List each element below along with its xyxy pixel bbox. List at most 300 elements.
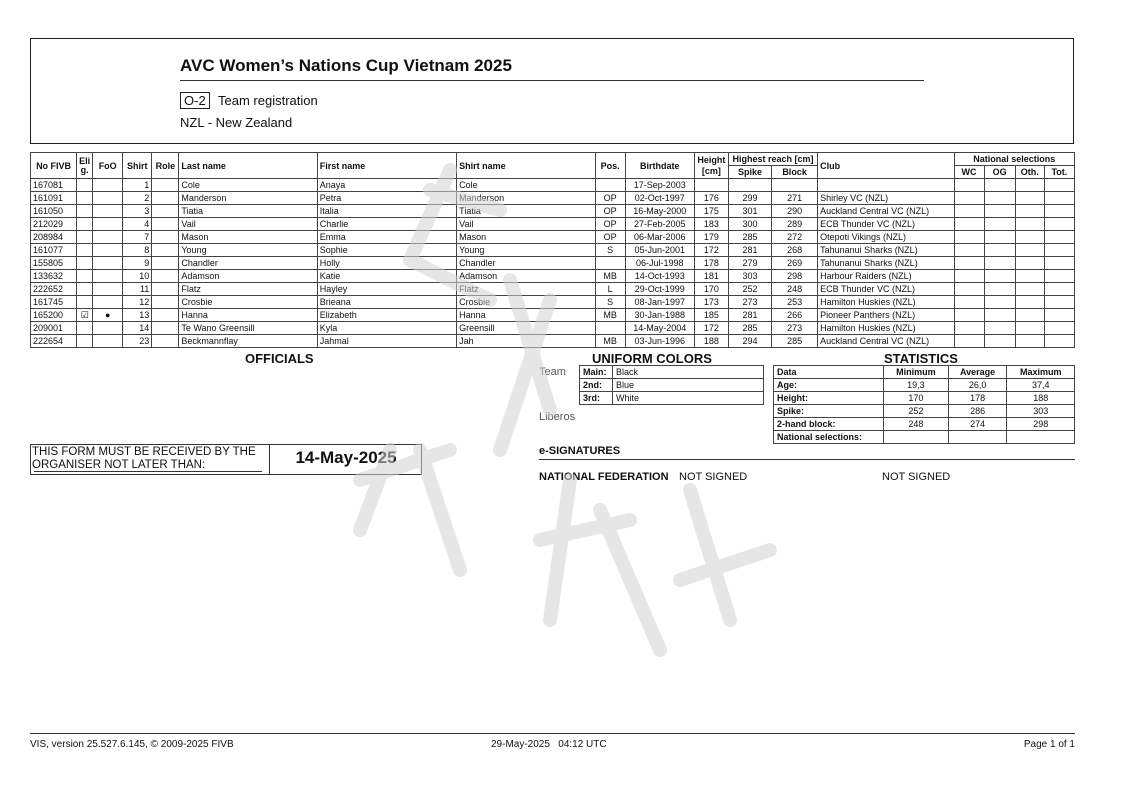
player-tot: [1044, 231, 1074, 244]
table-row: [31, 335, 1075, 348]
col-og: OG: [984, 166, 1015, 179]
player-height: 172: [694, 322, 728, 335]
player-birthdate: 27-Feb-2005: [625, 218, 694, 231]
player-shirt: 13: [123, 309, 152, 322]
col-club: Club: [818, 153, 954, 179]
player-shirt-name: Crosbie: [457, 296, 595, 309]
player-birthdate: 29-Oct-1999: [625, 283, 694, 296]
player-pos: MB: [595, 335, 625, 348]
player-height: 175: [694, 205, 728, 218]
player-shirt: 8: [123, 244, 152, 257]
player-foo: [93, 335, 123, 348]
document-title: AVC Women’s Nations Cup Vietnam 2025: [180, 56, 512, 75]
player-pos: S: [595, 244, 625, 257]
player-club: Tahunanui Sharks (NZL): [818, 244, 954, 257]
stats-min: 19,3: [884, 379, 949, 392]
player-foo: [93, 283, 123, 296]
table-row: [31, 322, 1075, 335]
player-block: [772, 179, 818, 192]
player-no-fivb: 212029: [31, 218, 77, 231]
player-foo: [93, 244, 123, 257]
stats-label: Height:: [774, 392, 884, 405]
player-role: [152, 257, 179, 270]
player-og: [984, 283, 1015, 296]
player-wc: [954, 192, 984, 205]
player-block: 253: [772, 296, 818, 309]
player-birthdate: 06-Mar-2006: [625, 231, 694, 244]
uniform-value: White: [613, 392, 764, 405]
player-tot: [1044, 283, 1074, 296]
player-foo: [93, 296, 123, 309]
player-oth: [1015, 335, 1044, 348]
player-first-name: Charlie: [317, 218, 456, 231]
player-first-name: Katie: [317, 270, 456, 283]
table-row: [31, 244, 1075, 257]
footer-page: Page 1 of 1: [1023, 739, 1075, 750]
player-foo: [93, 192, 123, 205]
player-pos: [595, 179, 625, 192]
roster-table: [30, 152, 1075, 348]
player-tot: [1044, 309, 1074, 322]
col-elig: Eli g.: [77, 153, 93, 179]
player-last-name: Crosbie: [179, 296, 317, 309]
col-highest-reach: Highest reach [cm]: [728, 153, 817, 166]
player-og: [984, 309, 1015, 322]
officials-title: OFFICIALS: [245, 351, 314, 366]
player-elig: [77, 335, 93, 348]
player-oth: [1015, 231, 1044, 244]
deadline-text: THIS FORM MUST BE RECEIVED BY THE ORGANISER NOT LATER THAN:: [32, 446, 256, 471]
player-height: 178: [694, 257, 728, 270]
stats-row-spike: [774, 405, 1075, 418]
player-oth: [1015, 309, 1044, 322]
player-oth: [1015, 218, 1044, 231]
player-shirt: 12: [123, 296, 152, 309]
player-club: Harbour Raiders (NZL): [818, 270, 954, 283]
player-shirt: 23: [123, 335, 152, 348]
player-last-name: Mason: [179, 231, 317, 244]
player-shirt-name: Vail: [457, 218, 595, 231]
player-shirt-name: Flatz: [457, 283, 595, 296]
player-pos: [595, 322, 625, 335]
player-club: Otepoti Vikings (NZL): [818, 231, 954, 244]
player-first-name: Sophie: [317, 244, 456, 257]
player-tot: [1044, 335, 1074, 348]
player-og: [984, 231, 1015, 244]
stats-max: [1007, 431, 1075, 444]
table-row: [31, 257, 1075, 270]
player-club: Tahunanui Sharks (NZL): [818, 257, 954, 270]
stats-min: 248: [884, 418, 949, 431]
player-first-name: Emma: [317, 231, 456, 244]
player-no-fivb: 161050: [31, 205, 77, 218]
player-shirt: 4: [123, 218, 152, 231]
uniform-team-label: Team: [539, 366, 566, 378]
player-no-fivb: 155805: [31, 257, 77, 270]
player-wc: [954, 296, 984, 309]
form-title: Team registration: [218, 93, 318, 108]
player-role: [152, 270, 179, 283]
player-shirt-name: Adamson: [457, 270, 595, 283]
player-og: [984, 244, 1015, 257]
player-elig: [77, 257, 93, 270]
player-club: ECB Thunder VC (NZL): [818, 283, 954, 296]
player-block: 266: [772, 309, 818, 322]
stats-col-minimum: Minimum: [884, 366, 949, 379]
player-block: 272: [772, 231, 818, 244]
col-foo: FoO: [93, 153, 123, 179]
player-block: 268: [772, 244, 818, 257]
player-wc: [954, 283, 984, 296]
player-spike: 303: [728, 270, 771, 283]
player-birthdate: 06-Jul-1998: [625, 257, 694, 270]
stats-label: 2-hand block:: [774, 418, 884, 431]
form-code: O-2: [180, 92, 210, 109]
deadline-underline: [34, 471, 262, 472]
player-block: 298: [772, 270, 818, 283]
player-tot: [1044, 205, 1074, 218]
player-wc: [954, 309, 984, 322]
player-first-name: Brieana: [317, 296, 456, 309]
col-tot: Tot.: [1044, 166, 1074, 179]
player-oth: [1015, 270, 1044, 283]
player-role: [152, 283, 179, 296]
stats-row-national-selections: [774, 431, 1075, 444]
player-shirt: 2: [123, 192, 152, 205]
player-no-fivb: 209001: [31, 322, 77, 335]
col-pos: Pos.: [595, 153, 625, 179]
table-row: [31, 218, 1075, 231]
player-no-fivb: 222654: [31, 335, 77, 348]
player-first-name: Italia: [317, 205, 456, 218]
player-shirt-name: Chandler: [457, 257, 595, 270]
player-height: 188: [694, 335, 728, 348]
stats-label: National selections:: [774, 431, 884, 444]
roster-body: [31, 179, 1075, 348]
player-pos: OP: [595, 205, 625, 218]
player-wc: [954, 231, 984, 244]
player-birthdate: 17-Sep-2003: [625, 179, 694, 192]
player-last-name: Cole: [179, 179, 317, 192]
player-og: [984, 179, 1015, 192]
national-federation-status: NOT SIGNED: [679, 471, 748, 483]
deadline-date: 14-May-2025: [295, 448, 397, 467]
player-shirt: 1: [123, 179, 152, 192]
stats-max: 188: [1007, 392, 1075, 405]
player-birthdate: 03-Jun-1996: [625, 335, 694, 348]
player-block: 285: [772, 335, 818, 348]
player-wc: [954, 205, 984, 218]
player-elig: [77, 179, 93, 192]
player-spike: 299: [728, 192, 771, 205]
national-federation-label: NATIONAL FEDERATION: [539, 471, 669, 483]
table-row: [31, 231, 1075, 244]
col-height: Height [cm]: [694, 153, 728, 179]
player-elig: [77, 218, 93, 231]
player-first-name: Holly: [317, 257, 456, 270]
stats-row-block: [774, 418, 1075, 431]
player-height: 176: [694, 192, 728, 205]
uniform-row: [580, 379, 764, 392]
player-tot: [1044, 179, 1074, 192]
player-tot: [1044, 257, 1074, 270]
player-club: Auckland Central VC (NZL): [818, 335, 954, 348]
player-foo: [93, 179, 123, 192]
player-last-name: Chandler: [179, 257, 317, 270]
player-wc: [954, 270, 984, 283]
player-foo: [93, 205, 123, 218]
player-role: [152, 205, 179, 218]
esignatures-title: e-SIGNATURES: [539, 445, 621, 457]
player-wc: [954, 218, 984, 231]
player-elig: [77, 322, 93, 335]
stats-max: 37,4: [1007, 379, 1075, 392]
table-row: [31, 296, 1075, 309]
col-shirt-name: Shirt name: [457, 153, 595, 179]
player-pos: OP: [595, 231, 625, 244]
player-shirt-name: Jah: [457, 335, 595, 348]
player-role: [152, 192, 179, 205]
player-shirt-name: Mason: [457, 231, 595, 244]
stats-label: Spike:: [774, 405, 884, 418]
stats-max: 298: [1007, 418, 1075, 431]
player-first-name: Kyla: [317, 322, 456, 335]
player-club: ECB Thunder VC (NZL): [818, 218, 954, 231]
player-role: [152, 322, 179, 335]
player-role: [152, 231, 179, 244]
uniform-row: [580, 392, 764, 405]
player-wc: [954, 322, 984, 335]
table-row: [31, 192, 1075, 205]
player-first-name: Hayley: [317, 283, 456, 296]
player-pos: OP: [595, 218, 625, 231]
player-elig: [77, 231, 93, 244]
player-shirt-name: Manderson: [457, 192, 595, 205]
player-last-name: Adamson: [179, 270, 317, 283]
player-block: 289: [772, 218, 818, 231]
statistics-table: [773, 365, 1075, 444]
uniform-key: 2nd:: [580, 379, 613, 392]
player-no-fivb: 208984: [31, 231, 77, 244]
player-pos: MB: [595, 270, 625, 283]
player-pos: L: [595, 283, 625, 296]
stats-col-data: Data: [774, 366, 884, 379]
player-og: [984, 296, 1015, 309]
stats-avg: 26,0: [948, 379, 1007, 392]
player-last-name: Manderson: [179, 192, 317, 205]
player-og: [984, 205, 1015, 218]
player-oth: [1015, 244, 1044, 257]
player-birthdate: 05-Jun-2001: [625, 244, 694, 257]
col-national-selections: National selections: [954, 153, 1074, 166]
player-shirt-name: Cole: [457, 179, 595, 192]
player-shirt-name: Greensill: [457, 322, 595, 335]
player-pos: S: [595, 296, 625, 309]
player-og: [984, 270, 1015, 283]
player-height: 170: [694, 283, 728, 296]
player-spike: 300: [728, 218, 771, 231]
player-shirt-name: Tiatia: [457, 205, 595, 218]
stats-col-maximum: Maximum: [1007, 366, 1075, 379]
stats-min: [884, 431, 949, 444]
col-spike: Spike: [728, 166, 771, 179]
player-tot: [1044, 296, 1074, 309]
uniform-value: Black: [613, 366, 764, 379]
col-no-fivb: No FIVB: [31, 153, 77, 179]
uniform-value: Blue: [613, 379, 764, 392]
player-spike: [728, 179, 771, 192]
player-club: Pioneer Panthers (NZL): [818, 309, 954, 322]
player-block: 290: [772, 205, 818, 218]
player-spike: 273: [728, 296, 771, 309]
player-foo: [93, 257, 123, 270]
player-club: Hamilton Huskies (NZL): [818, 296, 954, 309]
uniform-colors-table: [579, 365, 764, 405]
player-tot: [1044, 322, 1074, 335]
player-spike: 285: [728, 322, 771, 335]
player-spike: 285: [728, 231, 771, 244]
col-oth: Oth.: [1015, 166, 1044, 179]
col-block: Block: [772, 166, 818, 179]
player-last-name: Beckmannflay: [179, 335, 317, 348]
player-spike: 294: [728, 335, 771, 348]
player-wc: [954, 244, 984, 257]
player-role: [152, 179, 179, 192]
footer-rule: [30, 733, 1075, 734]
footer-timestamp: 29-May-2025 04:12 UTC: [491, 739, 607, 750]
esignatures-rule: [539, 459, 1075, 460]
player-tot: [1044, 218, 1074, 231]
player-wc: [954, 335, 984, 348]
player-elig: ☑: [77, 309, 93, 322]
stats-min: 170: [884, 392, 949, 405]
player-height: 183: [694, 218, 728, 231]
stats-max: 303: [1007, 405, 1075, 418]
player-oth: [1015, 322, 1044, 335]
player-last-name: Hanna: [179, 309, 317, 322]
player-elig: [77, 270, 93, 283]
player-foo: [93, 231, 123, 244]
player-no-fivb: 161745: [31, 296, 77, 309]
player-no-fivb: 133632: [31, 270, 77, 283]
player-no-fivb: 165200: [31, 309, 77, 322]
player-block: 273: [772, 322, 818, 335]
player-no-fivb: 161091: [31, 192, 77, 205]
statistics-title: STATISTICS: [884, 351, 958, 366]
player-club: Hamilton Huskies (NZL): [818, 322, 954, 335]
player-spike: 281: [728, 244, 771, 257]
player-role: [152, 296, 179, 309]
player-last-name: Te Wano Greensill: [179, 322, 317, 335]
player-last-name: Young: [179, 244, 317, 257]
stats-avg: [948, 431, 1007, 444]
player-no-fivb: 161077: [31, 244, 77, 257]
player-shirt: 14: [123, 322, 152, 335]
table-row: [31, 270, 1075, 283]
title-rule: [180, 80, 924, 81]
uniform-liberos-label: Liberos: [539, 411, 576, 423]
player-wc: [954, 257, 984, 270]
stats-avg: 286: [948, 405, 1007, 418]
uniform-colors-title: UNIFORM COLORS: [592, 351, 712, 366]
player-role: [152, 244, 179, 257]
team-name: NZL - New Zealand: [180, 115, 293, 130]
player-pos: [595, 257, 625, 270]
uniform-row: [580, 366, 764, 379]
stats-min: 252: [884, 405, 949, 418]
player-first-name: Petra: [317, 192, 456, 205]
player-oth: [1015, 179, 1044, 192]
stats-row-height: [774, 392, 1075, 405]
player-shirt: 3: [123, 205, 152, 218]
player-oth: [1015, 296, 1044, 309]
player-foo: [93, 270, 123, 283]
player-club: Auckland Central VC (NZL): [818, 205, 954, 218]
player-role: [152, 309, 179, 322]
player-shirt: 10: [123, 270, 152, 283]
player-birthdate: 02-Oct-1997: [625, 192, 694, 205]
player-tot: [1044, 270, 1074, 283]
player-pos: OP: [595, 192, 625, 205]
player-shirt: 11: [123, 283, 152, 296]
player-shirt-name: Young: [457, 244, 595, 257]
player-foo: [93, 218, 123, 231]
player-last-name: Tiatia: [179, 205, 317, 218]
player-elig: [77, 283, 93, 296]
player-height: 185: [694, 309, 728, 322]
player-elig: [77, 244, 93, 257]
player-no-fivb: 222652: [31, 283, 77, 296]
col-role: Role: [152, 153, 179, 179]
player-og: [984, 192, 1015, 205]
player-pos: MB: [595, 309, 625, 322]
player-first-name: Anaya: [317, 179, 456, 192]
player-role: [152, 218, 179, 231]
player-no-fivb: 167081: [31, 179, 77, 192]
player-birthdate: 16-May-2000: [625, 205, 694, 218]
player-og: [984, 322, 1015, 335]
stats-avg: 178: [948, 392, 1007, 405]
table-row: [31, 309, 1075, 322]
player-block: 271: [772, 192, 818, 205]
stats-col-average: Average: [948, 366, 1007, 379]
player-height: 173: [694, 296, 728, 309]
player-block: 269: [772, 257, 818, 270]
player-shirt: 7: [123, 231, 152, 244]
player-elig: [77, 296, 93, 309]
player-first-name: Jahmal: [317, 335, 456, 348]
footer-version: VIS, version 25.527.6.145, © 2009-2025 FIVB: [30, 739, 234, 750]
col-shirt: Shirt: [123, 153, 152, 179]
table-row: [31, 283, 1075, 296]
col-birthdate: Birthdate: [625, 153, 694, 179]
player-birthdate: 08-Jan-1997: [625, 296, 694, 309]
player-block: 248: [772, 283, 818, 296]
player-foo: ●: [93, 309, 123, 322]
table-row: [31, 205, 1075, 218]
player-role: [152, 335, 179, 348]
player-last-name: Vail: [179, 218, 317, 231]
player-elig: [77, 205, 93, 218]
player-birthdate: 30-Jan-1988: [625, 309, 694, 322]
player-height: 172: [694, 244, 728, 257]
player-height: 181: [694, 270, 728, 283]
player-og: [984, 218, 1015, 231]
player-first-name: Elizabeth: [317, 309, 456, 322]
stats-label: Age:: [774, 379, 884, 392]
stats-avg: 274: [948, 418, 1007, 431]
player-shirt-name: Hanna: [457, 309, 595, 322]
